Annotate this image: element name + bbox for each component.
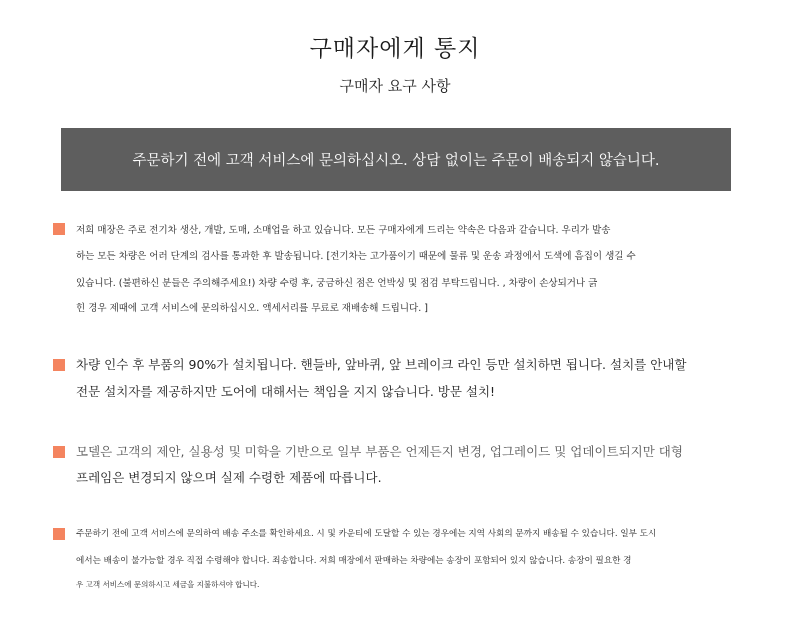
notice-line: 힌 경우 제때에 고객 서비스에 문의하십시오. 액세서리를 무료로 재배송해 드립니다. ] xyxy=(76,303,428,314)
notice-item xyxy=(76,355,741,405)
notice-line: 프레임은 변경되지 않으며 실제 수령한 제품에 따릅니다. xyxy=(76,470,382,485)
bullet-square-icon xyxy=(53,359,65,371)
notice-line: 저희 매장은 주로 전기차 생산, 개발, 도매, 소매업을 하고 있습니다. 모든 구매자에게 드리는 약속은 다음과 같습니다. 우리가 발송 xyxy=(76,225,611,236)
notice-item xyxy=(76,222,741,312)
banner-text: 주문하기 전에 고객 서비스에 문의하십시오. 상담 없이는 주문이 배송되지 않습니다. xyxy=(132,153,660,169)
notice-line: 모델은 고객의 제안, 실용성 및 미학을 기반으로 일부 부품은 언제든지 변경, 업그레이드 및 업데이트되지만 대형 xyxy=(76,444,683,459)
notice-item xyxy=(76,527,741,597)
bullet-square-icon xyxy=(53,528,65,540)
page-title: 구매자에게 통지 xyxy=(309,36,481,62)
notice-line: 주문하기 전에 고객 서비스에 문의하여 배송 주소를 확인하세요. 시 및 카운티에 도달할 수 있는 경우에는 지역 사회의 문까지 배송될 수 있습니다. 일부 도시 xyxy=(76,529,657,539)
page-subtitle: 구매자 요구 사항 xyxy=(339,77,451,95)
notice-line: 에서는 배송이 불가능할 경우 직접 수령해야 합니다. 죄송합니다. 저희 매장에서 판매하는 차량에는 송장이 포함되어 있지 않습니다. 송장이 필요한 경 xyxy=(76,556,632,566)
notice-banner xyxy=(61,128,731,191)
bullet-square-icon xyxy=(53,223,65,235)
notice-line: 있습니다. (불편하신 분들은 주의해주세요!) 차량 수령 후, 궁금하신 점은 언박싱 및 점검 부탁드립니다. , 차량이 손상되거나 긁 xyxy=(76,278,598,289)
notice-line: 차량 인수 후 부품의 90%가 설치됩니다. 핸들바, 앞바퀴, 앞 브레이크 라인 등만 설치하면 됩니다. 설치를 안내할 xyxy=(76,357,687,372)
bullet-square-icon xyxy=(53,446,65,458)
notice-line: 우 고객 서비스에 문의하시고 세금을 지불하셔야 합니다. xyxy=(76,580,260,589)
notice-line: 하는 모든 차량은 어러 단계의 검사를 통과한 후 발송됩니다. [전기차는 고가품이기 때문에 물류 및 운송 과정에서 도색에 흠집이 생길 수 xyxy=(76,251,636,262)
notice-item xyxy=(76,442,741,492)
notice-line: 전문 설치자를 제공하지만 도어에 대해서는 책임을 지지 않습니다. 방문 설치! xyxy=(76,384,496,399)
